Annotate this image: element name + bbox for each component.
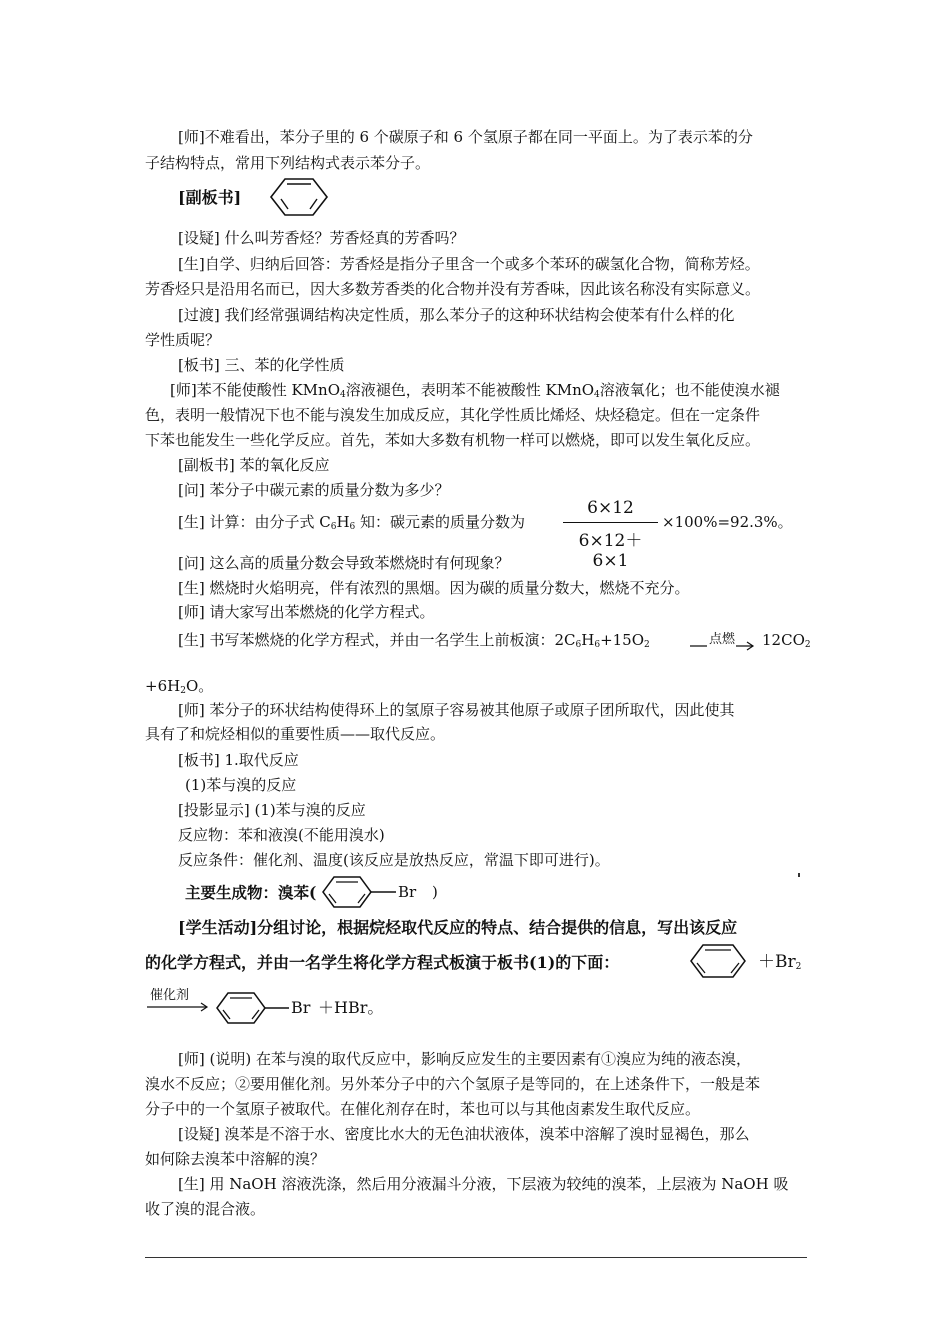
reaction-arrow-icon bbox=[145, 1002, 211, 1012]
text-line: 如何除去溴苯中溶解的溴？ bbox=[145, 1150, 326, 1168]
fraction-bar bbox=[563, 522, 658, 523]
text-line: [师]不难看出，苯分子里的 6 个碳原子和 6 个氢原子都在同一平面上。为了表示苯的分 bbox=[178, 128, 753, 146]
carbon-fraction bbox=[563, 498, 658, 571]
text-line: ×100%=92.3%。 bbox=[662, 513, 793, 531]
text-line: 的化学方程式，并由一名学生将化学方程式板演于板书(1)的下面： bbox=[145, 953, 620, 972]
text-line: 学性质呢？ bbox=[145, 331, 221, 349]
text-line: [过渡] 我们经常强调结构决定性质，那么苯分子的这种环状结构会使苯有什么样的化 bbox=[178, 306, 735, 324]
text-line: ＋HBr。 bbox=[318, 998, 384, 1017]
text-line: [师]苯不能使酸性 KMnO$_4$溶液褪色，表明苯不能被酸性 KMnO$_4$溶液氧化；也不能使溴水褪 bbox=[170, 381, 780, 400]
text-line: 溴水不反应；②要用催化剂。另外苯分子中的六个氢原子是等同的，在上述条件下，一般是苯 bbox=[145, 1075, 761, 1093]
text-line: ) bbox=[432, 883, 438, 901]
text-line: (1)苯与溴的反应 bbox=[185, 776, 297, 794]
text-line: [投影显示] (1)苯与溴的反应 bbox=[178, 801, 366, 819]
bromine-label: Br bbox=[398, 883, 417, 901]
fraction-denominator: 6×12＋6×1 bbox=[578, 531, 643, 571]
text-line: [师] 苯分子的环状结构使得环上的氢原子容易被其他原子或原子团所取代，因此使其 bbox=[178, 701, 735, 719]
text-line: [学生活动]分组讨论，根据烷烃取代反应的特点、结合提供的信息，写出该反应 bbox=[178, 918, 738, 937]
text-line: 色，表明一般情况下也不能与溴发生加成反应，其化学性质比烯烃、炔烃稳定。但在一定条件 bbox=[145, 406, 761, 424]
text-line: [师] (说明) 在苯与溴的取代反应中，影响反应发生的主要因素有①溴应为纯的液态溴， bbox=[178, 1050, 751, 1068]
text-line: [生] 计算：由分子式 $C_6H_6$ 知：碳元素的质量分数为 bbox=[178, 513, 526, 532]
text-line: 具有了和烷烃相似的重要性质——取代反应。 bbox=[145, 725, 446, 743]
text-line: [设疑] 溴苯是不溶于水、密度比水大的无色油状液体，溴苯中溶解了溴时显褐色，那么 bbox=[178, 1125, 750, 1143]
bromobenzene-ring-icon bbox=[214, 990, 294, 1026]
text-line: [板书] 1.取代反应 bbox=[178, 751, 299, 769]
text-line: 下苯也能发生一些化学反应。首先，苯如大多数有机物一样可以燃烧，即可以发生氧化反应。 bbox=[145, 431, 761, 449]
benzene-ring-icon bbox=[268, 176, 330, 218]
text-line: 主要生成物：溴苯( bbox=[185, 883, 317, 902]
fraction-numerator: 6×12 bbox=[587, 498, 634, 518]
text-line: [问] 这么高的质量分数会导致苯燃烧时有何现象？ bbox=[178, 554, 510, 572]
bromobenzene-ring-icon bbox=[320, 874, 410, 910]
reaction-condition: 点燃 bbox=[709, 632, 736, 647]
text-line: [问] 苯分子中碳元素的质量分数为多少？ bbox=[178, 481, 450, 499]
footer-divider bbox=[145, 1257, 807, 1258]
sub-board-label: [副板书] bbox=[178, 188, 242, 207]
bromine-label: Br bbox=[291, 998, 311, 1017]
text-line: $+6H_2O$。 bbox=[145, 677, 214, 696]
text-line: 反应条件：催化剂、温度(该反应是放热反应，常温下即可进行)。 bbox=[178, 851, 610, 869]
text-line: 子结构特点，常用下列结构式表示苯分子。 bbox=[145, 154, 431, 172]
text-line: $+Br_2$ bbox=[758, 952, 802, 972]
text-line: 反应物：苯和液溴(不能用溴水) bbox=[178, 826, 385, 844]
reaction-condition: 催化剂 bbox=[150, 988, 190, 1003]
text-line: [生] 用 NaOH 溶液洗涤，然后用分液漏斗分液，下层液为较纯的溴苯，上层液为 NaOH 吸 bbox=[178, 1175, 789, 1193]
text-line: [设疑] 什么叫芳香烃？芳香烃真的芳香吗？ bbox=[178, 229, 465, 247]
text-line: [生] 燃烧时火焰明亮，伴有浓烈的黑烟。因为碳的质量分数大，燃烧不充分。 bbox=[178, 579, 690, 597]
benzene-ring-icon bbox=[688, 942, 748, 980]
text-line: 收了溴的混合液。 bbox=[145, 1200, 266, 1218]
text-line: [师] 请大家写出苯燃烧的化学方程式。 bbox=[178, 603, 435, 621]
text-line: 芳香烃只是沿用名而已，因大多数芳香类的化合物并没有芳香味，因此该名称没有实际意义。 bbox=[145, 280, 761, 298]
margin-mark bbox=[798, 873, 800, 877]
text-line: [板书] 三、苯的化学性质 bbox=[178, 356, 345, 374]
text-line: 分子中的一个氢原子被取代。在催化剂存在时，苯也可以与其他卤素发生取代反应。 bbox=[145, 1100, 701, 1118]
reaction-arrow-icon bbox=[690, 641, 756, 651]
text-line: [生]自学、归纳后回答：芳香烃是指分子里含一个或多个苯环的碳氢化合物，简称芳烃。 bbox=[178, 255, 760, 273]
text-line: $12CO_2$ bbox=[762, 631, 811, 650]
equation-line: [生] 书写苯燃烧的化学方程式，并由一名学生上前板演：$2C_6H_6+15O_2$ bbox=[178, 631, 650, 650]
text-line: [副板书] 苯的氧化反应 bbox=[178, 456, 330, 474]
